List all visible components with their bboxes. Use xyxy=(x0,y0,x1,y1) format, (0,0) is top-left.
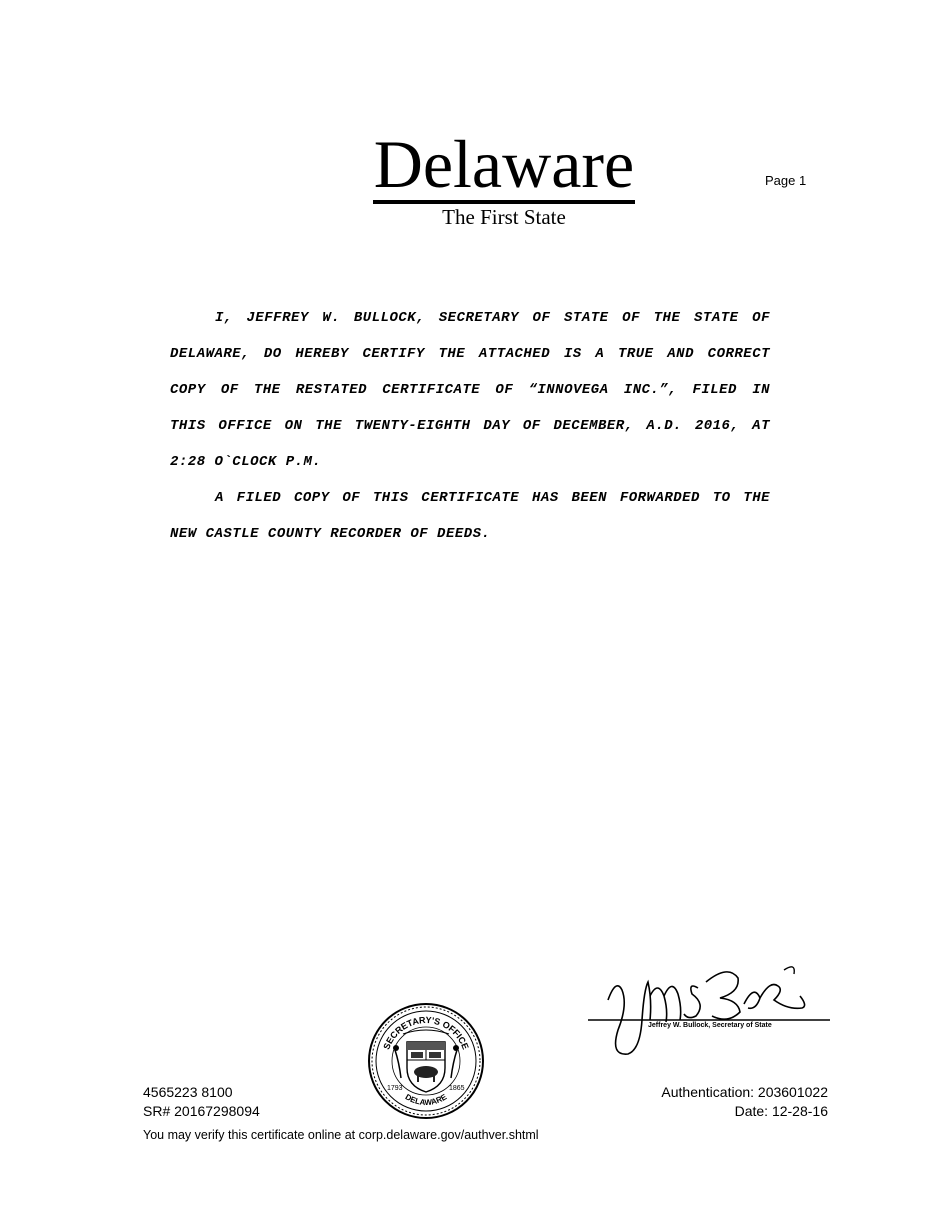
signature-icon xyxy=(588,960,832,1060)
certificate-line: DELAWARE, DO HEREBY CERTIFY THE ATTACHED IS A TRUE AND CORRECT xyxy=(170,346,770,362)
svg-text:1865: 1865 xyxy=(449,1085,465,1092)
certificate-line: NEW CASTLE COUNTY RECORDER OF DEEDS. xyxy=(170,526,491,542)
certificate-line: THIS OFFICE ON THE TWENTY-EIGHTH DAY OF DECEMBER, A.D. 2016, AT xyxy=(170,418,770,434)
document-subtitle: The First State xyxy=(442,205,566,229)
verification-note: You may verify this certificate online at corp.delaware.gov/authver.shtml xyxy=(143,1128,539,1142)
certificate-body xyxy=(170,300,770,552)
file-number: 4565223 8100 xyxy=(143,1084,233,1100)
certificate-line: COPY OF THE RESTATED CERTIFICATE OF “INNOVEGA INC.”, FILED IN xyxy=(170,382,770,398)
svg-text:SECRETARY'S OFFICE: SECRETARY'S OFFICE xyxy=(381,1014,471,1051)
sr-number: SR# 20167298094 xyxy=(143,1103,260,1119)
svg-text:DELAWARE: DELAWARE xyxy=(403,1092,449,1108)
certificate-line: I, JEFFREY W. BULLOCK, SECRETARY OF STATE OF THE STATE OF xyxy=(215,310,770,326)
certificate-date: Date: 12-28-16 xyxy=(734,1103,828,1119)
authentication-number: Authentication: 203601022 xyxy=(661,1084,828,1100)
certificate-line: 2:28 O`CLOCK P.M. xyxy=(170,454,322,470)
svg-text:1793: 1793 xyxy=(387,1085,403,1092)
signature-caption: Jeffrey W. Bullock, Secretary of State xyxy=(648,1022,772,1029)
state-seal-icon xyxy=(365,1002,487,1120)
certificate-line: A FILED COPY OF THIS CERTIFICATE HAS BEEN FORWARDED TO THE xyxy=(215,490,770,506)
page-number: Page 1 xyxy=(765,173,807,188)
document-title: Delaware xyxy=(373,126,635,202)
